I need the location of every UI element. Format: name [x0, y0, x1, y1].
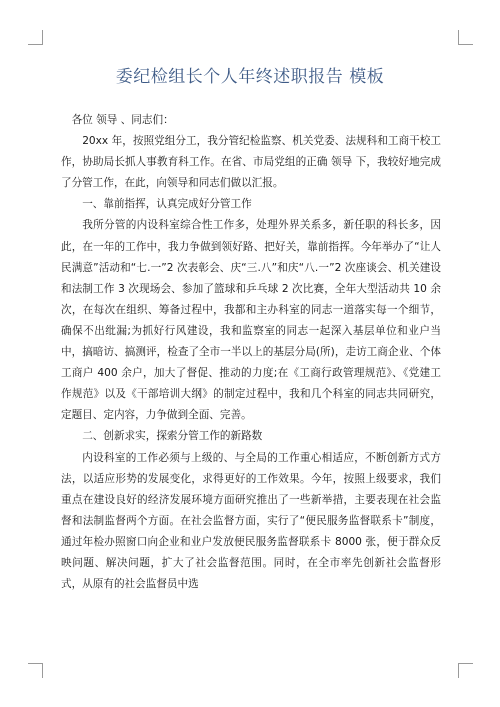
crop-mark-top-right [458, 30, 473, 45]
crop-mark-bottom-left [28, 663, 43, 678]
salutation: 各位 领导 、同志们： [71, 114, 174, 126]
crop-mark-bottom-right [458, 663, 473, 678]
section-heading-1: 一、靠前指挥，认真完成好分管工作 [82, 198, 252, 211]
section-heading-2: 二、创新求实，探索分管工作的新路数 [82, 430, 263, 443]
document-body [61, 110, 441, 595]
section-1-paragraph: 我所分管的内设科室综合性工作多，处理外界关系多，新任职的科长多，因此，在一年的工作中，我力争做到领好路、把好关，靠前指挥。今年举办了“让人民满意”活动和“七.一”2 次表彰会、庆“三.八”和庆“八.一”2 次座谈会、机关建设和法制工作 3 次现场会、参加了篮球和乒乓球 2 次比赛，全年大型活动共 10 余次，在每次在组织、筹备过程中，我都和主办科室的同志一道落实每一个细节，确保不出纰漏;为抓好行风建设，我和监察室的同志一起深入基层单位和业户当中，搞暗访、搞测评，检查了全市一半以上的基层分局(所)，走访工商企业、个体工商户 400 余户，加大了督促、推动的力度;在《工商行政管理规范》、《党建工作规范》以及《干部培训大纲》的制定过程中，我和几个科室的同志共同研究，定题目、定内容，力争做到全面、完善。 [61, 219, 441, 422]
intro-paragraph: 20xx 年，按照党组分工，我分管纪检监察、机关党委、法规科和工商干校工作，协助局长抓人事教育科工作。在省、市局党组的正确 领导 下，我较好地完成了分管工作，在此，向领导和同志们做以汇报。 [61, 135, 441, 190]
crop-mark-top-left [28, 30, 43, 45]
section-2-paragraph: 内设科室的工作必须与上级的、与全局的工作重心相适应，不断创新方式方法，以适应形势的发展变化，求得更好的工作效果。今年，按照上级要求，我们重点在建设良好的经济发展环境方面研究推出了一些新举措，主要表现在社会监督和法制监督两个方面。在社会监督方面，实行了“便民服务监督联系卡”制度，通过年检办照窗口向企业和业户发放便民服务监督联系卡 8000 张，便于群众反映问题、解决问题，扩大了社会监督范围。同时，在全市率先创新社会监督形式，从原有的社会监督员中选 [61, 451, 441, 591]
document-title: 委纪检组长个人年终述职报告 模板 [115, 67, 385, 87]
